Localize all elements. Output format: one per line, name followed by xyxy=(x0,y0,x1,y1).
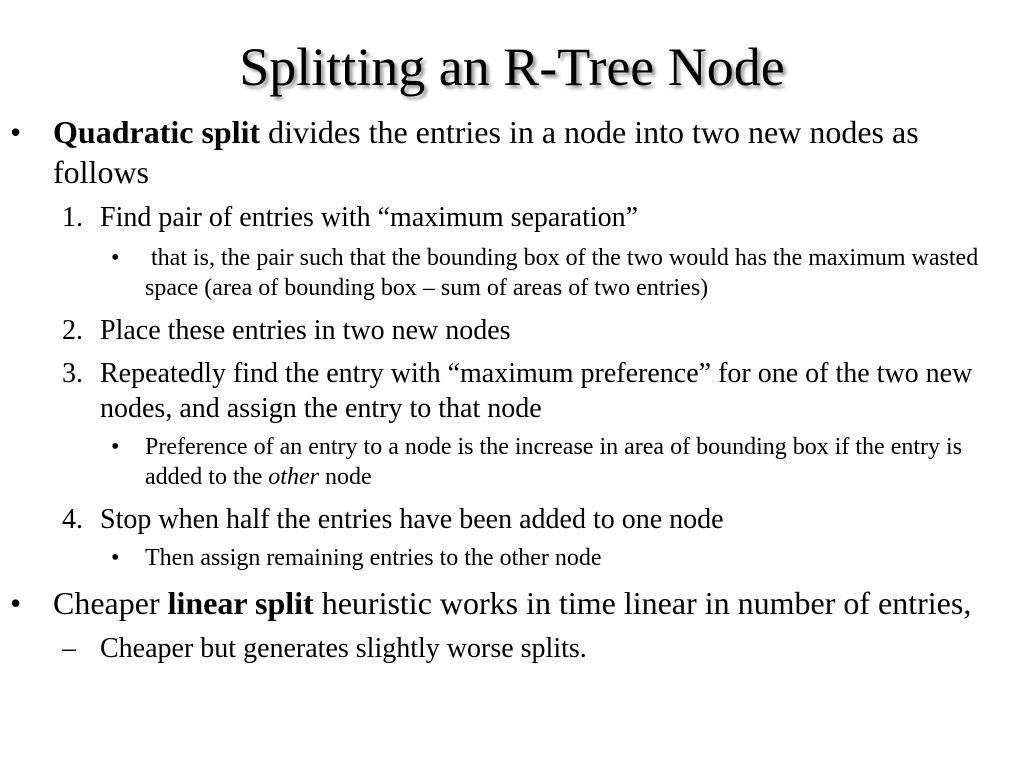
sub-bullet-text: Preference of an entry to a node is the increase in area of bounding box if the entry is added to the xyxy=(145,434,963,490)
bold-term-linear-split: linear split xyxy=(167,585,314,621)
bullet-text: heuristic works in time linear in number of entries, xyxy=(313,585,972,621)
dash-marker: – xyxy=(62,633,76,664)
step-text: Stop when half the entries have been added to one node xyxy=(100,504,724,535)
sub-bullet-marker: • xyxy=(111,245,120,271)
sub-bullet-marker: • xyxy=(111,545,120,571)
dash-text: Cheaper but generates slightly worse splits. xyxy=(100,633,587,664)
bullet-text: divides the entries in a node into two new nodes as follows xyxy=(53,114,919,190)
step-4 xyxy=(0,502,1000,537)
step-number: 1. xyxy=(62,202,83,233)
step-4-sub-1 xyxy=(0,543,990,573)
slide-title: Splitting an R-Tree Node xyxy=(239,37,785,97)
slide-body xyxy=(0,112,1024,666)
sub-bullet-marker: • xyxy=(111,434,120,460)
step-3-sub-1 xyxy=(0,432,990,492)
sub-bullet-text: Then assign remaining entries to the other node xyxy=(145,545,602,571)
step-text: Find pair of entries with “maximum separation” xyxy=(100,202,639,233)
step-3 xyxy=(0,356,1000,426)
step-number: 3. xyxy=(62,358,83,389)
bullet-marker: • xyxy=(10,114,22,150)
step-1 xyxy=(0,200,1000,235)
step-1-sub-1 xyxy=(0,243,990,303)
bold-term-quadratic-split: Quadratic split xyxy=(53,114,261,150)
dash-item xyxy=(0,631,1000,666)
step-text: Repeatedly find the entry with “maximum preference” for one of the two new nodes, and assign the entry to that node xyxy=(100,358,973,424)
bullet-text-pre: Cheaper xyxy=(53,585,168,621)
step-number: 4. xyxy=(62,504,83,535)
bullet-linear-split xyxy=(0,583,993,623)
step-2 xyxy=(0,313,1000,348)
bullet-marker: • xyxy=(10,585,22,621)
sub-bullet-text-end: node xyxy=(318,464,372,490)
step-number: 2. xyxy=(62,315,83,346)
sub-bullet-text: that is, the pair such that the bounding box of the two would has the maximum wasted space (area of bounding box – sum of areas of two entries) xyxy=(145,245,985,301)
bullet-quadratic-split xyxy=(0,112,993,192)
italic-term-other: other xyxy=(268,464,319,490)
step-text: Place these entries in two new nodes xyxy=(100,315,511,346)
